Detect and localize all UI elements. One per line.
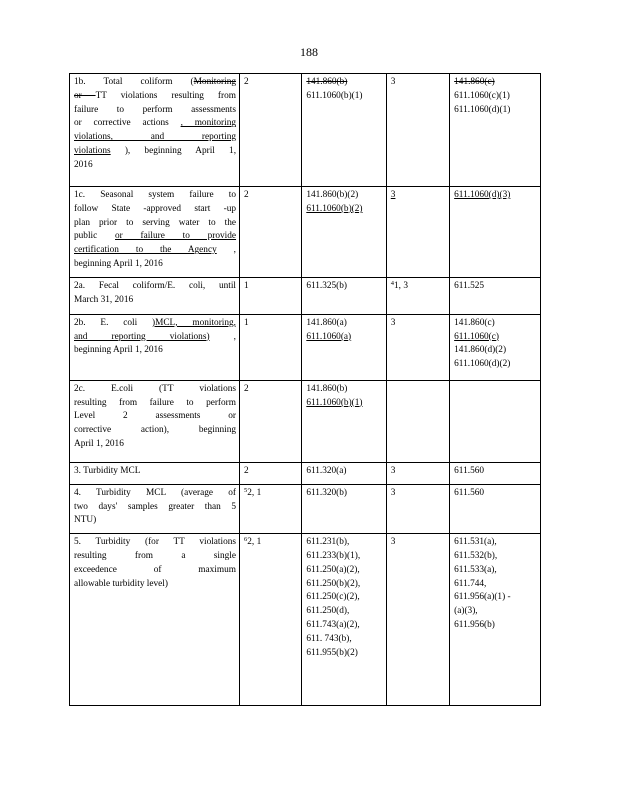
text-line bbox=[244, 536, 298, 550]
frequency-cell bbox=[240, 534, 302, 706]
text-line bbox=[74, 189, 236, 203]
text-segment: 1b. Total coliform ( bbox=[74, 77, 194, 87]
text-segment: 2 bbox=[244, 77, 249, 87]
text-segment: 611.525 bbox=[454, 280, 485, 291]
text-line bbox=[244, 465, 298, 479]
routine-citation-cell bbox=[302, 462, 386, 484]
frequency-cell bbox=[240, 314, 302, 380]
text-line bbox=[454, 578, 537, 592]
text-segment: 2, 1 bbox=[247, 487, 262, 498]
violation-description-cell bbox=[70, 74, 240, 187]
text-segment: 1 bbox=[244, 280, 249, 291]
text-segment: (a)(3), bbox=[454, 606, 478, 617]
text-line bbox=[74, 331, 236, 345]
text-segment: 611.955(b)(2) bbox=[306, 647, 358, 658]
text-segment: beginning April 1, 2016 bbox=[74, 258, 163, 269]
text-line bbox=[391, 76, 446, 90]
text-segment: 611.1060(a) bbox=[306, 331, 352, 342]
text-segment: 1, 3 bbox=[394, 280, 408, 291]
text-segment: 611.1060(c)(1) bbox=[454, 90, 510, 101]
text-line bbox=[306, 487, 382, 501]
text-line bbox=[306, 564, 382, 578]
text-segment: violations bbox=[74, 145, 111, 156]
text-line bbox=[74, 514, 236, 528]
text-line bbox=[74, 258, 236, 272]
violation-table-body bbox=[70, 74, 541, 706]
table-row bbox=[70, 187, 541, 278]
text-line bbox=[244, 76, 298, 90]
text-segment: 611.533(a), bbox=[454, 564, 497, 575]
frequency-cell bbox=[240, 462, 302, 484]
text-segment: )MCL, monitoring, bbox=[151, 317, 236, 328]
text-line bbox=[454, 280, 537, 294]
text-segment: violations, and reporting bbox=[74, 132, 237, 143]
violation-description-cell bbox=[70, 380, 240, 462]
text-line bbox=[74, 501, 236, 515]
table-row bbox=[70, 74, 541, 187]
text-line bbox=[454, 619, 537, 633]
text-segment: ), beginning April 1, bbox=[110, 145, 237, 156]
text-line bbox=[306, 633, 382, 647]
text-segment: 2 bbox=[244, 465, 249, 476]
text-line bbox=[244, 189, 298, 203]
text-segment: 611.1060(d)(1) bbox=[454, 104, 511, 115]
text-line bbox=[306, 189, 382, 203]
text-line bbox=[74, 76, 236, 90]
text-segment: 2016 bbox=[74, 159, 93, 170]
text-segment: NTU) bbox=[74, 515, 97, 526]
text-line bbox=[74, 244, 236, 258]
text-segment: 611.532(b), bbox=[454, 550, 498, 561]
text-line bbox=[306, 317, 382, 331]
text-segment: 3 bbox=[390, 487, 396, 498]
text-line bbox=[74, 564, 236, 578]
text-segment: 611.560 bbox=[454, 487, 485, 498]
tier-cell bbox=[386, 277, 449, 314]
text-segment: 611.1060(b)(1) bbox=[306, 397, 363, 408]
text-line bbox=[454, 104, 537, 118]
text-line bbox=[244, 383, 298, 397]
text-line bbox=[74, 344, 236, 358]
routine-citation-cell bbox=[302, 187, 386, 278]
text-line bbox=[454, 90, 537, 104]
text-line bbox=[391, 280, 446, 294]
table-row bbox=[70, 314, 541, 380]
notice-citation-cell bbox=[450, 380, 541, 462]
notice-citation-cell bbox=[450, 484, 541, 533]
text-line bbox=[244, 317, 298, 331]
text-line bbox=[74, 397, 236, 411]
text-line bbox=[74, 383, 236, 397]
text-line bbox=[306, 647, 382, 661]
text-line bbox=[306, 203, 382, 217]
routine-citation-cell bbox=[302, 380, 386, 462]
text-line bbox=[454, 331, 537, 345]
text-line bbox=[306, 383, 382, 397]
text-segment: 3 bbox=[390, 77, 396, 87]
text-segment: 5. Turbidity (for TT violations bbox=[74, 537, 237, 548]
text-segment: 4 bbox=[390, 279, 395, 287]
text-segment: 611.250(d), bbox=[306, 606, 350, 617]
text-segment: public bbox=[74, 231, 116, 242]
text-segment: 1 bbox=[244, 317, 249, 328]
notice-citation-cell bbox=[450, 74, 541, 187]
text-segment: 611.1060(b)(1) bbox=[306, 90, 363, 101]
notice-citation-cell bbox=[450, 277, 541, 314]
text-segment: 2b. E. coli bbox=[74, 317, 152, 328]
text-segment: 611.956(b) bbox=[454, 619, 495, 630]
text-segment: or corrective actions bbox=[74, 118, 181, 129]
notice-citation-cell bbox=[450, 462, 541, 484]
frequency-cell bbox=[240, 187, 302, 278]
text-segment: 3 bbox=[390, 537, 396, 548]
tier-cell bbox=[386, 484, 449, 533]
text-segment: 141.860(b)(2) bbox=[306, 190, 359, 200]
text-segment: 141.860(b) bbox=[306, 77, 348, 87]
frequency-cell bbox=[240, 277, 302, 314]
text-segment: 611.560 bbox=[454, 465, 485, 476]
text-segment: 3 bbox=[390, 465, 396, 476]
text-segment: resulting from a single bbox=[74, 550, 237, 561]
text-line bbox=[454, 465, 537, 479]
text-segment: 141.860(b) bbox=[306, 383, 348, 394]
text-line bbox=[74, 424, 236, 438]
text-line bbox=[74, 465, 236, 479]
text-line bbox=[306, 90, 382, 104]
text-segment: follow State -approved start -up bbox=[74, 203, 237, 214]
text-line bbox=[74, 145, 236, 159]
table-row bbox=[70, 534, 541, 706]
text-segment: March 31, 2016 bbox=[74, 294, 134, 305]
text-line bbox=[74, 317, 236, 331]
text-line bbox=[306, 550, 382, 564]
text-line bbox=[74, 159, 236, 173]
table-row bbox=[70, 277, 541, 314]
text-segment: 611.1060(d)(3) bbox=[454, 190, 511, 200]
violation-table bbox=[69, 73, 541, 706]
violation-description-cell bbox=[70, 462, 240, 484]
text-segment: 3. Turbidity MCL bbox=[74, 465, 141, 476]
text-segment: 2 bbox=[244, 383, 249, 394]
table-row bbox=[70, 484, 541, 533]
text-segment: 611.250(a)(2), bbox=[306, 564, 360, 575]
routine-citation-cell bbox=[302, 74, 386, 187]
text-segment: 611. 743(b), bbox=[306, 633, 352, 644]
frequency-cell bbox=[240, 484, 302, 533]
text-line bbox=[244, 280, 298, 294]
violation-description-cell bbox=[70, 277, 240, 314]
text-segment: corrective action), beginning bbox=[74, 425, 237, 436]
tier-cell bbox=[386, 380, 449, 462]
text-segment: 611.250(c)(2), bbox=[306, 592, 360, 603]
text-line bbox=[306, 619, 382, 633]
text-line bbox=[454, 189, 537, 203]
routine-citation-cell bbox=[302, 314, 386, 380]
violation-description-cell bbox=[70, 314, 240, 380]
text-segment: 3 bbox=[390, 190, 396, 200]
text-segment: allowable turbidity level) bbox=[74, 578, 168, 589]
text-segment: exceedence of maximum bbox=[74, 564, 237, 575]
text-segment: 611.320(a) bbox=[306, 465, 347, 476]
text-segment: certification to the Agency bbox=[74, 245, 217, 256]
text-line bbox=[74, 117, 236, 131]
text-segment: Level 2 assessments or bbox=[74, 411, 237, 422]
text-segment: 611.744, bbox=[454, 578, 487, 589]
text-segment: 611.956(a)(1) - bbox=[454, 592, 511, 603]
text-segment: 2a. Fecal coliform/E. coli, until bbox=[74, 280, 237, 291]
text-line bbox=[454, 605, 537, 619]
text-segment: 611.1060(d)(2) bbox=[454, 359, 511, 370]
text-segment: 2 bbox=[244, 190, 249, 200]
table-row bbox=[70, 462, 541, 484]
text-segment: or bbox=[74, 90, 96, 101]
text-line bbox=[74, 536, 236, 550]
frequency-cell bbox=[240, 74, 302, 187]
text-segment: 611.231(b), bbox=[306, 537, 350, 548]
text-line bbox=[454, 564, 537, 578]
text-line bbox=[454, 487, 537, 501]
violation-description-cell bbox=[70, 187, 240, 278]
text-line bbox=[74, 230, 236, 244]
text-segment: 2c. E.coli (TT violations bbox=[74, 383, 237, 394]
notice-citation-cell bbox=[450, 314, 541, 380]
notice-citation-cell bbox=[450, 187, 541, 278]
text-line bbox=[306, 76, 382, 90]
text-line bbox=[74, 578, 236, 592]
text-segment: , bbox=[209, 331, 237, 342]
text-line bbox=[74, 410, 236, 424]
text-line bbox=[454, 76, 537, 90]
text-segment: 611.320(b) bbox=[306, 487, 348, 498]
text-segment: 2, 1 bbox=[247, 537, 262, 548]
page-number: 188 bbox=[300, 45, 318, 59]
tier-cell bbox=[386, 462, 449, 484]
text-segment: 611.250(b)(2), bbox=[306, 578, 361, 589]
text-line bbox=[74, 487, 236, 501]
text-line bbox=[74, 90, 236, 104]
text-line bbox=[454, 344, 537, 358]
table-row bbox=[70, 380, 541, 462]
notice-citation-cell bbox=[450, 534, 541, 706]
text-line bbox=[454, 317, 537, 331]
text-segment: failure to perform assessments bbox=[74, 104, 237, 115]
text-segment: 611.1060(c) bbox=[454, 331, 499, 342]
text-line bbox=[244, 487, 298, 501]
text-line bbox=[306, 397, 382, 411]
text-segment: or failure to provide bbox=[115, 231, 237, 242]
text-segment: 141.860(a) bbox=[306, 317, 347, 328]
text-line bbox=[391, 189, 446, 203]
text-segment: TT violations resulting from bbox=[95, 90, 237, 101]
text-line bbox=[454, 591, 537, 605]
text-line bbox=[74, 294, 236, 308]
text-segment: 611.743(a)(2), bbox=[306, 619, 360, 630]
routine-citation-cell bbox=[302, 277, 386, 314]
text-line bbox=[391, 317, 446, 331]
text-segment: 611.531(a), bbox=[454, 537, 497, 548]
frequency-cell bbox=[240, 380, 302, 462]
text-segment: 141.860(d)(2) bbox=[454, 345, 507, 356]
text-line bbox=[74, 104, 236, 118]
violation-description-cell bbox=[70, 534, 240, 706]
text-line bbox=[74, 131, 236, 145]
text-line bbox=[454, 550, 537, 564]
text-segment: Monitoring bbox=[193, 77, 237, 87]
text-segment: plan prior to serving water to the bbox=[74, 217, 237, 228]
text-segment: 1c. Seasonal system failure to bbox=[74, 190, 237, 200]
tier-cell bbox=[386, 534, 449, 706]
text-line bbox=[74, 550, 236, 564]
text-line bbox=[454, 536, 537, 550]
text-line bbox=[454, 358, 537, 372]
text-segment: resulting from failure to perform bbox=[74, 397, 237, 408]
tier-cell bbox=[386, 314, 449, 380]
text-line bbox=[74, 438, 236, 452]
text-line bbox=[74, 203, 236, 217]
text-line bbox=[391, 487, 446, 501]
text-segment: 141.860(c) bbox=[454, 317, 495, 328]
text-line bbox=[74, 217, 236, 231]
text-segment: , bbox=[216, 245, 237, 256]
text-segment: 611.325(b) bbox=[306, 280, 348, 291]
text-segment: beginning April 1, 2016 bbox=[74, 345, 163, 356]
text-line bbox=[391, 536, 446, 550]
text-line bbox=[306, 280, 382, 294]
text-segment: 611.1060(b)(2) bbox=[306, 203, 363, 214]
text-line bbox=[306, 465, 382, 479]
text-line bbox=[306, 578, 382, 592]
text-segment: 3 bbox=[390, 317, 396, 328]
text-segment: 5 bbox=[244, 486, 248, 494]
text-segment: April 1, 2016 bbox=[74, 438, 124, 449]
text-segment: 4. Turbidity MCL (average of bbox=[74, 487, 237, 498]
text-segment: 141.860(c) bbox=[454, 77, 495, 87]
routine-citation-cell bbox=[302, 484, 386, 533]
text-segment: two days' samples greater than 5 bbox=[74, 501, 237, 512]
text-line bbox=[306, 536, 382, 550]
text-line bbox=[306, 591, 382, 605]
text-segment: and reporting violations) bbox=[74, 331, 210, 342]
tier-cell bbox=[386, 187, 449, 278]
text-line bbox=[306, 331, 382, 345]
text-segment: , monitoring bbox=[180, 118, 237, 129]
text-line bbox=[391, 465, 446, 479]
text-line bbox=[74, 280, 236, 294]
text-segment: 611.233(b)(1), bbox=[306, 550, 361, 561]
text-segment: 6 bbox=[244, 536, 248, 544]
tier-cell bbox=[386, 74, 449, 187]
violation-description-cell bbox=[70, 484, 240, 533]
routine-citation-cell bbox=[302, 534, 386, 706]
text-line bbox=[306, 605, 382, 619]
